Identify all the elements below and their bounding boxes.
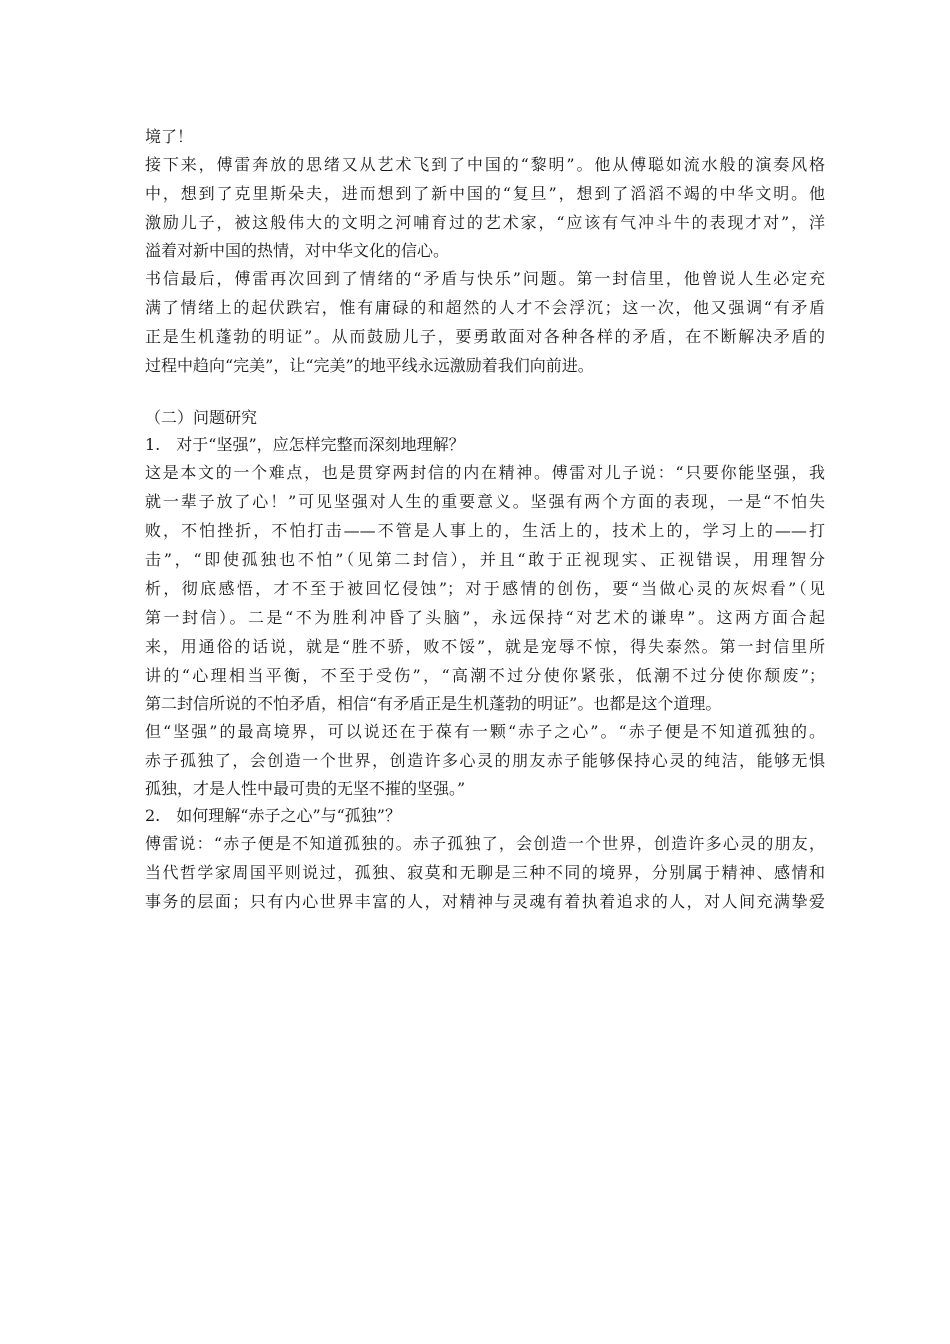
text-line: 第一封信）。二是“不为胜利冲昏了头脑”，永远保持“对艺术的谦卑”。这两方面合起 xyxy=(145,608,825,627)
text-line: 境了！ xyxy=(145,127,194,146)
text-line: 当代哲学家周国平则说过，孤独、寂莫和无聊是三种不同的境界，分别属于精神、感情和 xyxy=(145,863,825,882)
blank-line xyxy=(145,380,825,404)
text-line: 这是本文的一个难点，也是贯穿两封信的内在精神。傅雷对儿子说：“只要你能坚强，我 xyxy=(145,463,825,482)
text-line: 中，想到了克里斯朵夫，进而想到了新中国的“复旦”，想到了滔滔不竭的中华文明。他 xyxy=(145,184,825,203)
text-line: 激励儿子，被这般伟大的文明之河哺育过的艺术家，“应该有气冲斗牛的表现才对”，洋 xyxy=(145,213,825,232)
text-line: 第二封信所说的不怕矛盾，相信“有矛盾正是生机蓬勃的明证”。也都是这个道理。 xyxy=(145,694,722,713)
text-line: 正是生机蓬勃的明证”。从而鼓励儿子，要勇敢面对各种各样的矛盾，在不断解决矛盾的 xyxy=(145,327,825,346)
text-line: 来，用通俗的话说，就是“胜不骄，败不馁”，就是宠辱不惊，得失泰然。第一封信里所 xyxy=(145,637,825,656)
question-heading: 1. 对于“坚强”，应怎样完整而深刻地理解？ xyxy=(145,435,465,454)
text-line: 败，不怕挫折，不怕打击——不管是人事上的，生活上的，技术上的，学习上的——打 xyxy=(145,521,825,540)
text-line: 孤独，才是人性中最可贵的无坚不摧的坚强。” xyxy=(145,779,466,798)
text-line: 讲的“心理相当平衡，不至于受伤”，“高潮不过分使你紧张，低潮不过分使你颓废”； xyxy=(145,666,825,685)
question-heading: 2. 如何理解“赤子之心”与“孤独”？ xyxy=(145,806,401,825)
document-body xyxy=(145,123,825,916)
text-line: 析，彻底感悟，才不至于被回忆侵蚀”；对于感情的创伤，要“当做心灵的灰烬看”（见 xyxy=(145,579,825,598)
text-line: 就一辈子放了心！”可见坚强对人生的重要意义。坚强有两个方面的表现，一是“不怕失 xyxy=(145,492,825,511)
text-line: 溢着对新中国的热情，对中华文化的信心。 xyxy=(145,241,450,260)
text-line: 书信最后，傅雷再次回到了情绪的“矛盾与快乐”问题。第一封信里，他曾说人生必定充 xyxy=(145,269,825,288)
section-heading: （二）问题研究 xyxy=(145,408,258,427)
text-line: 击”，“即使孤独也不怕”（见第二封信），并且“敢于正视现实、正视错误，用理智分 xyxy=(145,550,825,569)
text-line: 过程中趋向“完美”，让“完美”的地平线永远激励着我们向前进。 xyxy=(145,356,594,375)
text-line: 满了情绪上的起伏跌宕，惟有庸碌的和超然的人才不会浮沉；这一次，他又强调“有矛盾 xyxy=(145,298,825,317)
text-line: 接下来，傅雷奔放的思绪又从艺术飞到了中国的“黎明”。他从傅聪如流水般的演奏风格 xyxy=(145,155,825,174)
text-line: 事务的层面；只有内心世界丰富的人，对精神与灵魂有着执着追求的人，对人间充满挚爱 xyxy=(145,892,825,911)
text-line: 赤子孤独了，会创造一个世界，创造许多心灵的朋友赤子能够保持心灵的纯洁，能够无惧 xyxy=(145,751,825,770)
text-line: 傅雷说：“赤子便是不知道孤独的。赤子孤独了，会创造一个世界，创造许多心灵的朋友， xyxy=(145,834,825,853)
text-line: 但“坚强”的最高境界，可以说还在于葆有一颗“赤子之心”。“赤子便是不知道孤独的。 xyxy=(145,722,825,741)
